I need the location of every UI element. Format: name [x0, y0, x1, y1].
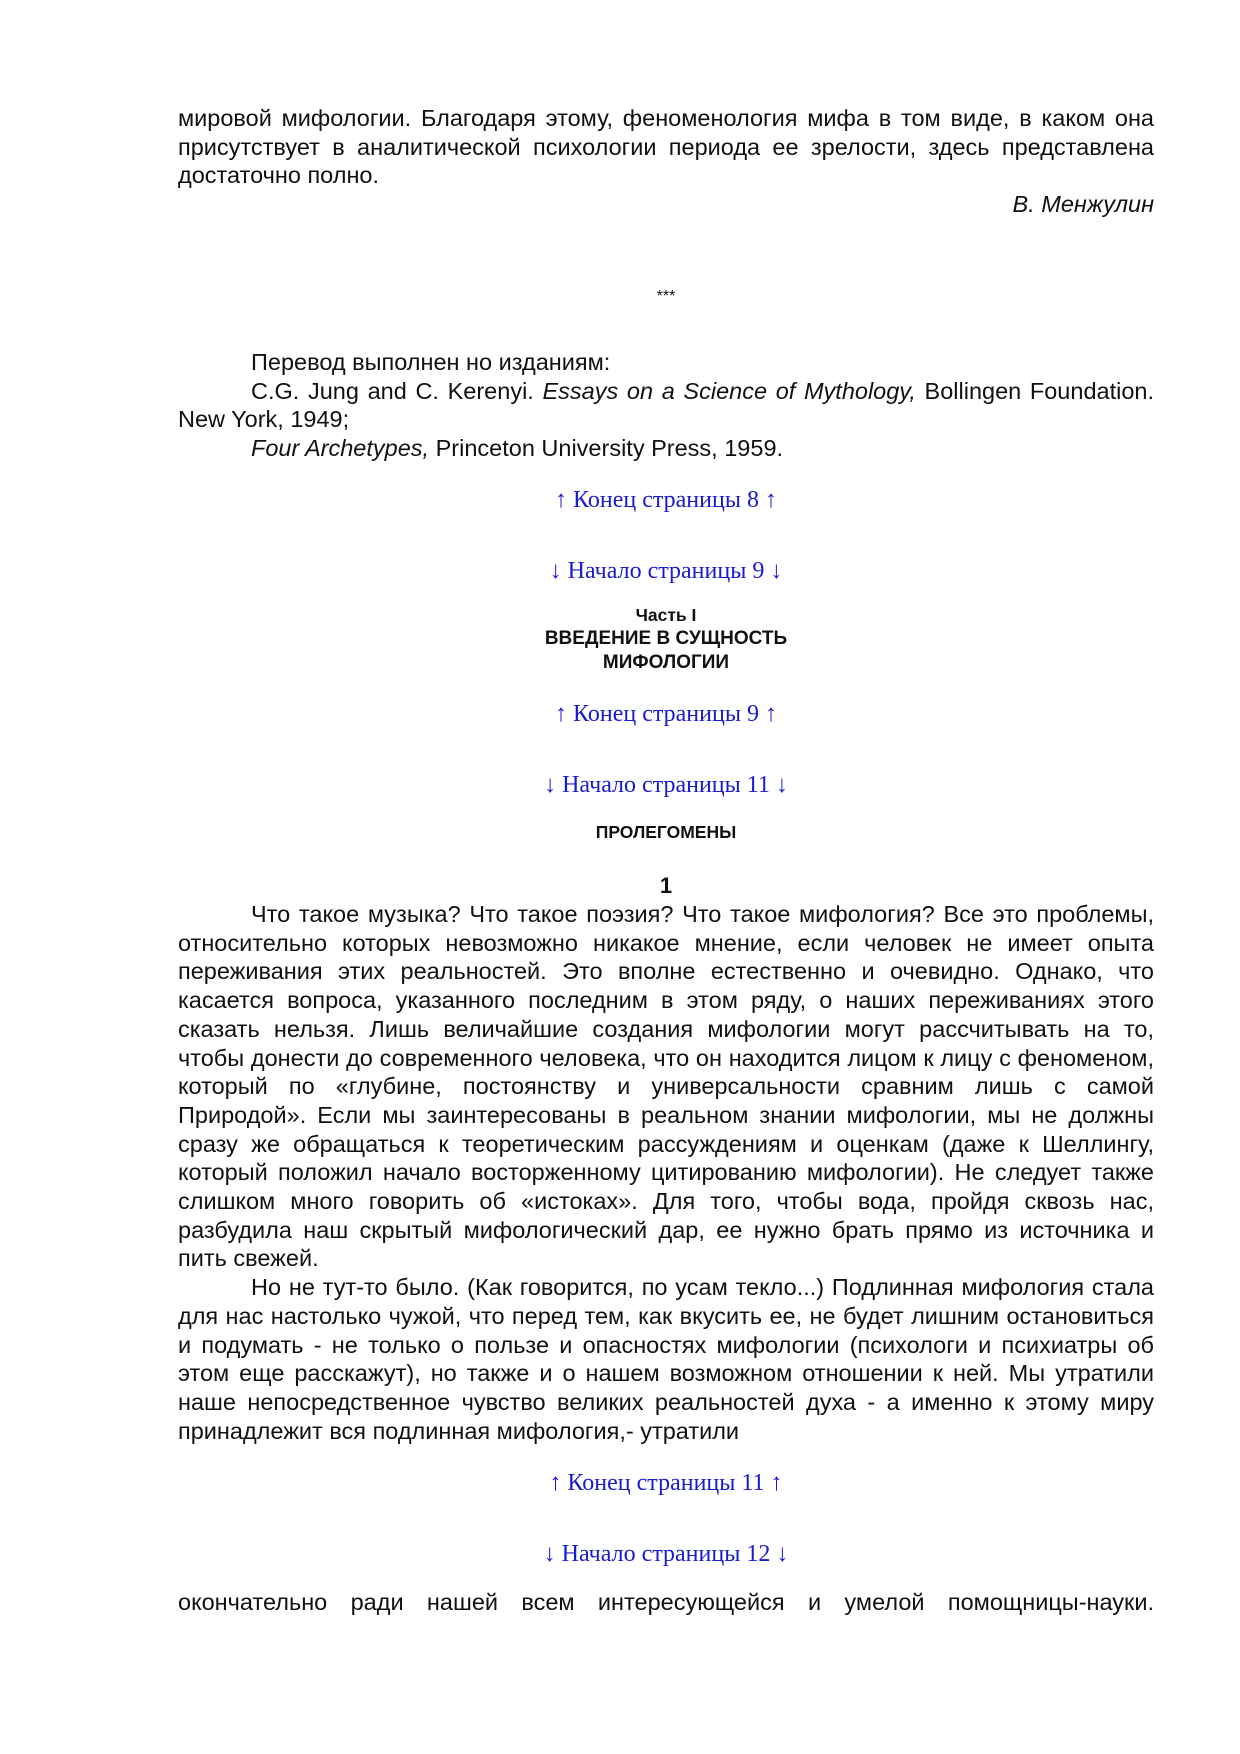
part-title-line-1: ВВЕДЕНИЕ В СУЩНОСТЬ: [544, 628, 788, 649]
continuation: [178, 1588, 1154, 1617]
intro-section: [178, 104, 1154, 219]
body-paragraph-3: окончательно ради нашей всем интересующейся и умелой помощницы-науки.: [178, 1589, 1154, 1615]
intro-paragraph: мировой мифологии. Благодаря этому, феноменология мифа в том виде, в каком она присутствует в аналитической психологии периода ее зрелости, здесь представлена достаточно полно.: [178, 105, 1154, 189]
part-label: Часть I: [635, 605, 697, 625]
body-paragraph-2: Но не тут-то было. (Как говорится, по усам текло...) Подлинная мифология стала для нас настолько чужой, что перед тем, как вкусить ее, не будет лишним остановиться и подумать - не только о пользе и опасностях мифологии (психологи и психиатры об этом еще расскажут), но также и о нашем возможном отношении к ней. Мы утратили наше непосредственное чувство великих реальностей духа - а именно к этому миру принадлежит вся подлинная мифология,- утратили: [178, 1274, 1154, 1444]
section-number: 1: [659, 873, 673, 898]
page-start-marker-9: ↓ Начало страницы 9 ↓: [549, 558, 783, 584]
reference-2: [178, 434, 1154, 463]
ref2-rest: Princeton University Press, 1959.: [435, 435, 784, 462]
main-body: [178, 900, 1154, 1445]
ref2-title: Four Archetypes,: [251, 435, 430, 462]
body-paragraph-1: Что такое музыка? Что такое поэзия? Что такое мифология? Все это проблемы, относительно которых невозможно никакое мнение, если человек не имеет опыта переживания этих реальностей. Это вполне естественно и очевидно. Однако, что касается вопроса, указанного последним в этом ряду, о наших переживаниях этого сказать нельзя. Лишь величайшие создания мифологии могут рассчитывать на то, чтобы донести до современного человека, что он находится лицом к лицу с феноменом, который по «глубине, постоянству и универсальности сравним лишь с самой Природой». Если мы заинтересованы в реальном знании мифологии, мы не должны сразу же обращаться к теоретическим рассуждениям и оценкам (даже к Шеллингу, который положил начало восторженному цитированию мифологии). Не следует также слишком много говорить об «истоках». Для того, чтобы вода, пройдя сквозь нас, разбудила наш скрытый мифологический дар, ее нужно брать прямо из источника и пить свежей.: [178, 901, 1154, 1272]
page-end-marker-9: ↑ Конец страницы 9 ↑: [555, 701, 777, 727]
page-start-marker-11: ↓ Начало страницы 11 ↓: [544, 772, 788, 798]
page-start-marker-12: ↓ Начало страницы 12 ↓: [543, 1541, 789, 1567]
part-title-line-2: МИФОЛОГИИ: [602, 652, 730, 673]
ref1-authors: C.G. Jung and C. Kerenyi.: [251, 377, 534, 404]
page-end-marker-11: ↑ Конец страницы 11 ↑: [549, 1470, 783, 1496]
separator-stars: ***: [656, 288, 676, 305]
ref1-rest: Bollingen Foundation. New York, 1949;: [178, 377, 1154, 433]
page-end-marker-8: ↑ Конец страницы 8 ↑: [555, 487, 777, 513]
translation-intro: Перевод выполнен но изданиям:: [251, 349, 611, 375]
ref1-title: Essays on a Science of Mythology,: [542, 377, 916, 404]
translation-note: [178, 348, 1154, 463]
part-heading: [178, 603, 1154, 675]
reference-1: [178, 377, 1154, 434]
signature: В. Менжулин: [1012, 191, 1154, 218]
section-title: ПРОЛЕГОМЕНЫ: [595, 822, 737, 842]
